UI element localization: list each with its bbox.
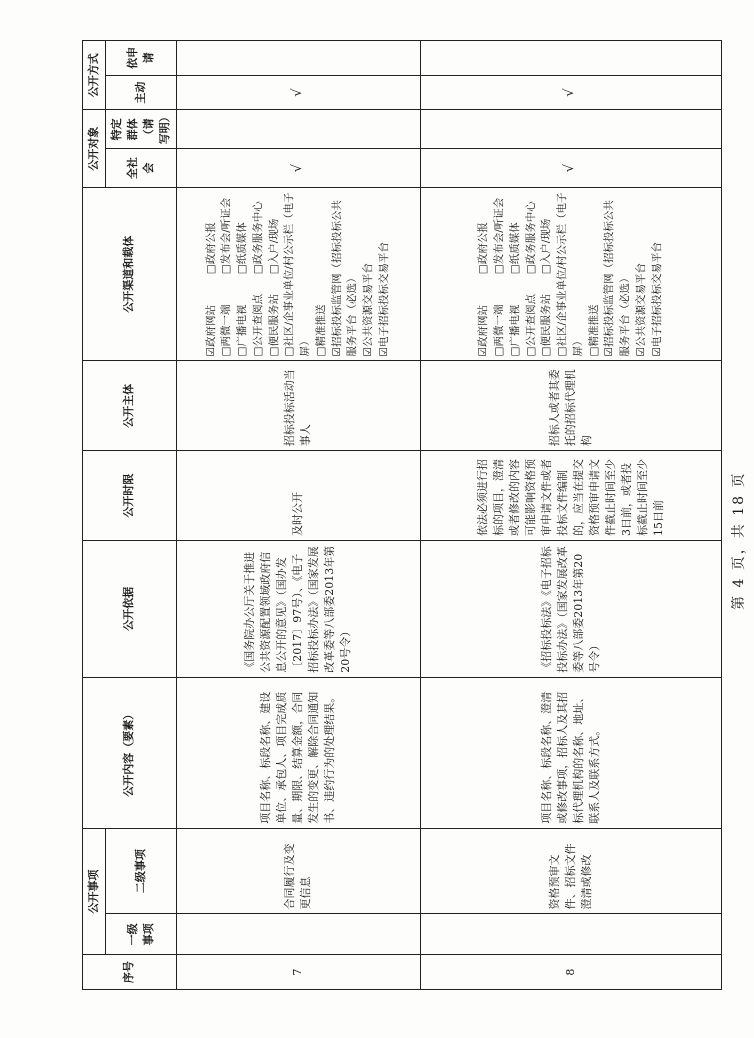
- channel-line: [267, 192, 283, 356]
- row-basis: 《招标投标法》《电子招标投标办法》（国家发展改革委等八部委2013年第20号令）: [420, 541, 721, 678]
- channel-line: [235, 192, 251, 356]
- channel-item: □政府公报: [204, 222, 217, 275]
- header-matters: 公开事项: [83, 828, 106, 955]
- header-target-specific: 特定群体（请写明）: [105, 110, 176, 149]
- disclosure-table: [82, 40, 722, 990]
- row-content: 项目名称、标段名称、建设单位、承包人、项目完成质量、期限、结算金额，合同发生的变更、解除合同通知书、违约行为的处理结果。: [176, 677, 420, 828]
- header-subject: 公开主体: [83, 361, 177, 451]
- row-mode-active: √: [176, 75, 420, 110]
- header-row-1: [83, 41, 106, 990]
- row-seq: 8: [420, 955, 721, 990]
- header-mode-active: 主动: [105, 75, 176, 110]
- channel-item: □广播电视: [508, 304, 521, 357]
- channel-item: □精准推送: [587, 304, 600, 357]
- channel-item: ☑公共资源交易平台: [362, 263, 375, 357]
- channel-item: □社区/企事业单位/村公示栏（电子屏）: [283, 192, 312, 357]
- row-target-specific: [420, 110, 721, 149]
- channel-line: [204, 192, 220, 356]
- header-seq: 序号: [83, 955, 177, 990]
- channel-item: □社区/企事业单位/村公示栏（电子屏）: [556, 192, 584, 357]
- row-mode-apply: [420, 41, 721, 76]
- channel-item: □公开查阅点: [251, 294, 264, 357]
- channel-line: [251, 192, 267, 356]
- channel-item: ☑电子招标投标交易平台: [377, 242, 390, 357]
- channel-item: □政务服务中心: [524, 201, 537, 275]
- channel-item: □发布会/听证会: [220, 197, 233, 275]
- row-target-all: √: [420, 149, 721, 188]
- table-row: [420, 41, 721, 990]
- row-level2: 资格预审文件、招标文件澄清或修改: [420, 828, 721, 914]
- row-target-all: √: [176, 149, 420, 188]
- channel-item: ☑政府网站: [477, 305, 490, 357]
- header-mode-apply: 依申请: [105, 41, 176, 76]
- channel-item: □政务服务中心: [251, 201, 264, 275]
- row-target-specific: [176, 110, 420, 149]
- channel-item: □入户/现场: [267, 218, 280, 275]
- row-channels: [420, 187, 721, 360]
- channel-item: □两微一端: [493, 304, 506, 357]
- row-mode-active: √: [420, 75, 721, 110]
- header-level2: 二级事项: [105, 828, 176, 914]
- row-mode-apply: [176, 41, 420, 76]
- row-basis: 《国务院办公厅关于推进公共资源配置领域政府信息公开的意见》（国办发〔2017〕97号）、《电子招标投标办法》（国家发展改革委等八部委2013年第20号令）: [176, 541, 420, 678]
- row-timelimit: 依法必须进行招标的项目，澄清或者修改的内容可能影响资格预审申请文件或者投标文件编制的，应当在提交资格预审申请文件截止时间至少3日前，或者投标截止时间至少15日前: [420, 451, 721, 541]
- row-subject: 招标人或者其委托的招标代理机构: [420, 361, 721, 451]
- channel-item: ☑电子招标投标交易平台: [650, 242, 663, 357]
- channel-item: ☑招标投标监管网（招标投标公共服务平台（必选）: [603, 200, 632, 357]
- channel-item: □公开查阅点: [524, 294, 537, 357]
- channel-item: □发布会/听证会: [493, 197, 506, 275]
- channel-item: □政府公报: [477, 222, 490, 275]
- channel-line: [219, 192, 235, 356]
- channel-line: [539, 192, 555, 356]
- row-subject: 招标投标活动当事人: [176, 361, 420, 451]
- header-mode: 公开方式: [83, 41, 106, 110]
- header-level1: 一级事项: [105, 914, 176, 955]
- channel-line: [492, 192, 508, 356]
- header-target-all: 全社会: [105, 149, 176, 188]
- channel-item: □精准推送: [314, 304, 327, 357]
- header-timelimit: 公开时限: [83, 451, 177, 541]
- channel-item: □两微一端: [220, 304, 233, 357]
- channel-item: □广播电视: [236, 304, 249, 357]
- channel-item: ☑公共资源交易平台: [634, 263, 647, 357]
- channel-item: □入户/现场: [540, 218, 553, 275]
- header-channels: 公开渠道和载体: [83, 187, 177, 360]
- header-basis: 公开依据: [83, 541, 177, 678]
- header-target: 公开对象: [83, 110, 106, 188]
- channel-item: ☑招标投标监管网（招标投标公共服务平台（必选）: [330, 200, 359, 357]
- channel-item: □便民服务站: [540, 294, 553, 357]
- row-level1: [176, 914, 420, 955]
- channel-item: □便民服务站: [267, 294, 280, 357]
- row-channels: [176, 187, 420, 360]
- row-level1: [420, 914, 721, 955]
- channel-item: □纸质媒体: [508, 222, 521, 275]
- channel-item: □纸质媒体: [236, 222, 249, 275]
- channel-item: ☑政府网站: [204, 305, 217, 357]
- row-seq: 7: [176, 955, 420, 990]
- rotated-table-area: [82, 40, 722, 990]
- row-content: 项目名称、标段名称、澄清或修改事项，招标人及其招标代理机构的名称、地址、联系人及联系方式。: [420, 677, 721, 828]
- channel-line: [476, 192, 492, 356]
- row-level2: 合同履行及变更信息: [176, 828, 420, 914]
- header-content: 公开内容（要素）: [83, 677, 177, 828]
- channel-line: [508, 192, 524, 356]
- page-number: 第 4 页，共 18 页: [731, 471, 747, 610]
- row-timelimit: 及时公开: [176, 451, 420, 541]
- channel-line: [524, 192, 540, 356]
- table-row: [176, 41, 420, 990]
